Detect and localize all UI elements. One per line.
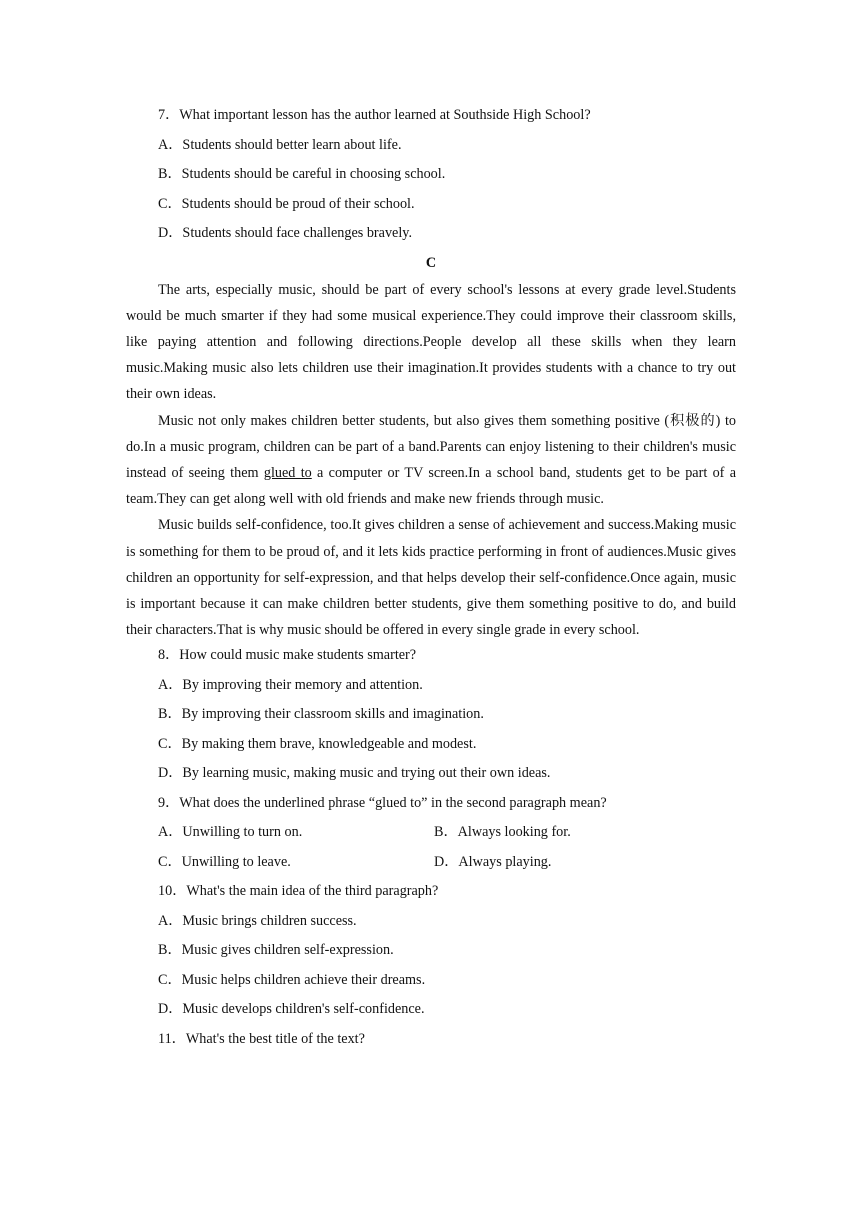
- question-9-options-row-1: [158, 820, 736, 850]
- passage-paragraph-2-part-a: Music not only makes children better students, but also gives them something positive (积极的) to do.In a music program, children can be part of a band.Parents can enjoy listening to their children's music instead of seeing them: [126, 412, 736, 481]
- passage-paragraph-3: Music builds self-confidence, too.It gives children a sense of achievement and success.Making music is something for them to be proud of, and it lets kids practice performing in front of audiences.Music gives children an opportunity for self-expression, and that helps develop their self-confidence.Once again, music is important because it can make children better students, give them something positive to do, and build their characters.That is why music should be offered in every single grade in every school.: [126, 517, 736, 639]
- question-9-option-d: D．Always playing.: [434, 853, 552, 870]
- question-9-option-a: A．Unwilling to turn on.: [158, 824, 303, 841]
- question-7-option-b: B．Students should be careful in choosing school.: [158, 166, 446, 182]
- question-7-option-d: D．Students should face challenges bravely.: [158, 225, 412, 241]
- question-10-stem: 10．What's the main idea of the third paragraph?: [158, 883, 439, 900]
- section-c-heading: C: [425, 254, 437, 271]
- question-9-options: [126, 820, 736, 879]
- question-10-option-b: B．Music gives children self-expression.: [158, 942, 394, 959]
- question-7-option-c: C．Students should be proud of their school.: [158, 195, 415, 212]
- document-page: [126, 103, 736, 1056]
- passage-paragraph-2: [126, 408, 736, 513]
- question-7-options: [126, 133, 736, 251]
- question-11-stem: 11．What's the best title of the text?: [158, 1030, 365, 1047]
- question-8-option-b: B．By improving their classroom skills and imagination.: [158, 706, 484, 723]
- passage-paragraph-1: The arts, especially music, should be part of every school's lessons at every grade level.Students would be much smarter if they had some musical experience.They could improve their classroom skills, like paying attention and following directions.People develop all these skills when they learn music.Making music also lets children use their imagination.It provides students with a chance to try out their own ideas.: [126, 281, 736, 403]
- question-9-stem: 9．What does the underlined phrase “glued to” in the second paragraph mean?: [158, 794, 607, 811]
- underlined-phrase: glued to: [263, 464, 312, 481]
- question-7-option-a: A．Students should better learn about life.: [158, 136, 402, 153]
- question-10-option-c: C．Music helps children achieve their dreams.: [158, 971, 426, 988]
- question-10-options: [126, 909, 736, 1027]
- question-7-stem: 7．What important lesson has the author learned at Southside High School?: [158, 107, 591, 123]
- question-8-options: [126, 673, 736, 791]
- question-9-option-b: B．Always looking for.: [434, 824, 571, 841]
- question-8-option-d: D．By learning music, making music and trying out their own ideas.: [158, 765, 551, 782]
- question-8-option-c: C．By making them brave, knowledgeable and modest.: [158, 735, 477, 752]
- question-9-option-c: C．Unwilling to leave.: [158, 853, 291, 870]
- question-10-option-a: A．Music brings children success.: [158, 912, 357, 929]
- question-10-option-d: D．Music develops children's self-confidence.: [158, 1001, 425, 1018]
- question-8-stem: 8．How could music make students smarter?: [158, 647, 417, 664]
- question-8-option-a: A．By improving their memory and attention.: [158, 676, 423, 693]
- passage-paragraph-2-part-b: a computer or TV screen.In a school band, students get to be part of a team.They can get along well with old friends and make new friends through music.: [126, 464, 737, 508]
- question-9-options-row-2: [158, 850, 736, 880]
